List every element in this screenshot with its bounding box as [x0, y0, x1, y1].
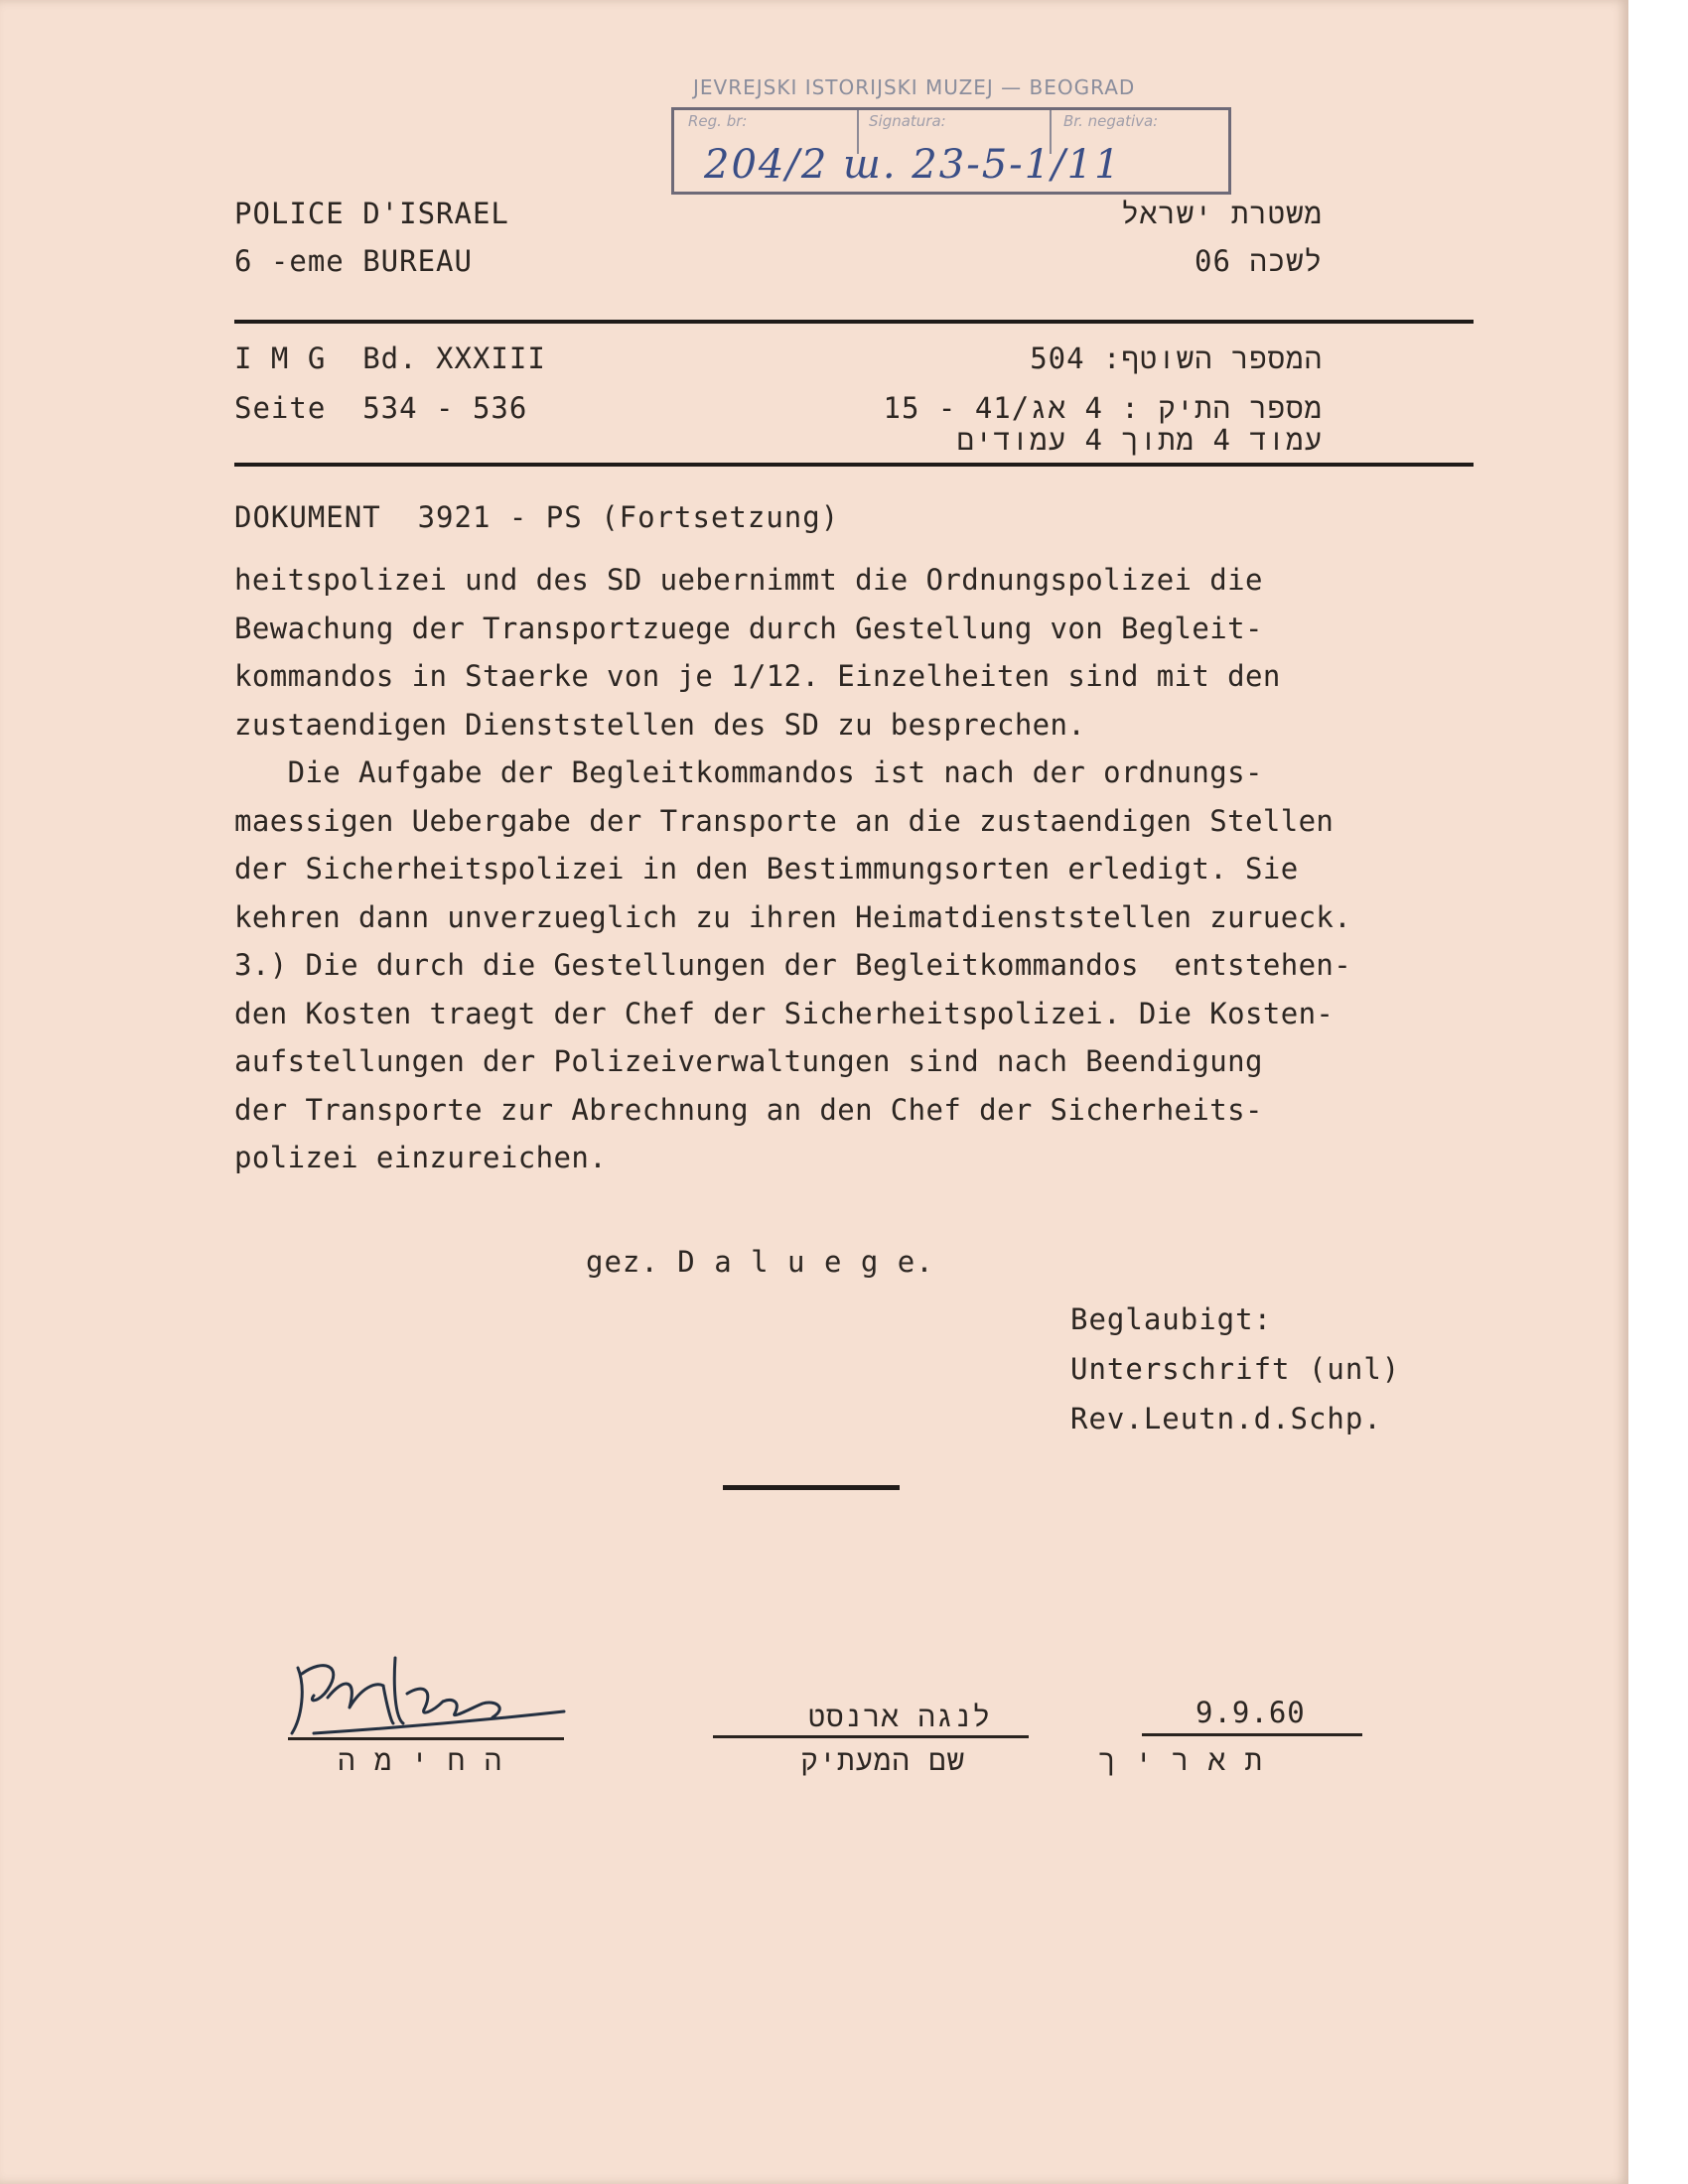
signature-label-hebrew: ה ח י מ ה [338, 1743, 502, 1777]
date-label-hebrew: ת א ר י ך [1098, 1743, 1263, 1777]
document-title: DOKUMENT 3921 - PS (Fortsetzung) [234, 500, 840, 534]
stamp-label-negativa: Br. negativa: [1063, 112, 1159, 130]
text-line: kehren dann unverzueglich zu ihren Heimatdienststellen zurueck. [234, 899, 1352, 934]
date-line [1142, 1733, 1362, 1736]
text-line: aufstellungen der Polizeiverwaltungen sind nach Beendigung [234, 1044, 1263, 1078]
handwritten-signature [284, 1638, 572, 1747]
text-line: den Kosten traegt der Chef der Sicherheitspolizei. Die Kosten- [234, 996, 1335, 1030]
header-rule [234, 320, 1474, 324]
copier-label-hebrew: שם המעתיק [800, 1743, 965, 1777]
stamp-label-signatura: Signatura: [869, 112, 946, 130]
ref-seite: Seite 534 - 536 [234, 391, 528, 425]
certified-label: Beglaubigt: [1070, 1302, 1273, 1336]
text-line: der Sicherheitspolizei in den Bestimmungsorten erledigt. Sie [234, 852, 1299, 886]
header-bureau: 6 -eme BUREAU [234, 244, 473, 278]
text-line: 3.) Die durch die Gestellungen der Begleitkommandos entstehen- [234, 948, 1352, 982]
ref-page-of-hebrew: עמוד 4 מתוך 4 עמודים [956, 423, 1323, 457]
text-line: zustaendigen Dienststellen des SD zu besprechen. [234, 707, 1086, 742]
text-line: kommandos in Staerke von je 1/12. Einzelheiten sind mit den [234, 659, 1281, 693]
signature-line [288, 1737, 564, 1740]
certified-signature-note: Unterschrift (unl) [1070, 1352, 1401, 1386]
text-line: maessigen Uebergabe der Transporte an die zustaendigen Stellen [234, 803, 1335, 838]
refs-rule [234, 463, 1474, 467]
body-paragraph-3 [234, 941, 1456, 1182]
header-police-israel-hebrew: משטרת ישראל [1121, 197, 1323, 230]
body-paragraph-1 [234, 556, 1456, 749]
header-police-israel: POLICE D'ISRAEL [234, 197, 509, 230]
ref-img-volume: I M G Bd. XXXIII [234, 341, 546, 375]
text-line: Bewachung der Transportzuege durch Gestellung von Begleit- [234, 611, 1263, 645]
copier-line [713, 1735, 1029, 1738]
copier-name-hebrew: לנגה ארנסט [807, 1700, 991, 1733]
museum-stamp [671, 107, 1231, 195]
text-line: heitspolizei und des SD uebernimmt die Ordnungspolizei die [234, 563, 1263, 597]
certified-rank: Rev.Leutn.d.Schp. [1070, 1402, 1382, 1435]
date-value: 9.9.60 [1196, 1696, 1306, 1729]
ref-file-number-hebrew: מספר התיק : 4 אג/41 - 15 [883, 391, 1323, 425]
text-line: polizei einzureichen. [234, 1141, 608, 1174]
ref-shared-number-hebrew: המספר השוטף: 504 [1030, 341, 1323, 375]
signed-daluege: gez. D a l u e g e. [586, 1245, 934, 1279]
body-paragraph-2 [234, 749, 1456, 941]
stamp-organization: JEVREJSKI ISTORIJSKI MUZEJ — BEOGRAD [693, 75, 1136, 99]
separator-bar [723, 1485, 900, 1490]
text-line: Die Aufgabe der Begleitkommandos ist nach der ordnungs- [234, 755, 1263, 789]
stamp-label-reg: Reg. br: [688, 112, 748, 130]
text-line: der Transporte zur Abrechnung an den Chef der Sicherheits- [234, 1092, 1263, 1127]
header-bureau-hebrew: לשכה 06 [1195, 244, 1323, 278]
stamp-handwritten-number: 204/2 ш. 23-5-1/11 [704, 142, 1122, 188]
